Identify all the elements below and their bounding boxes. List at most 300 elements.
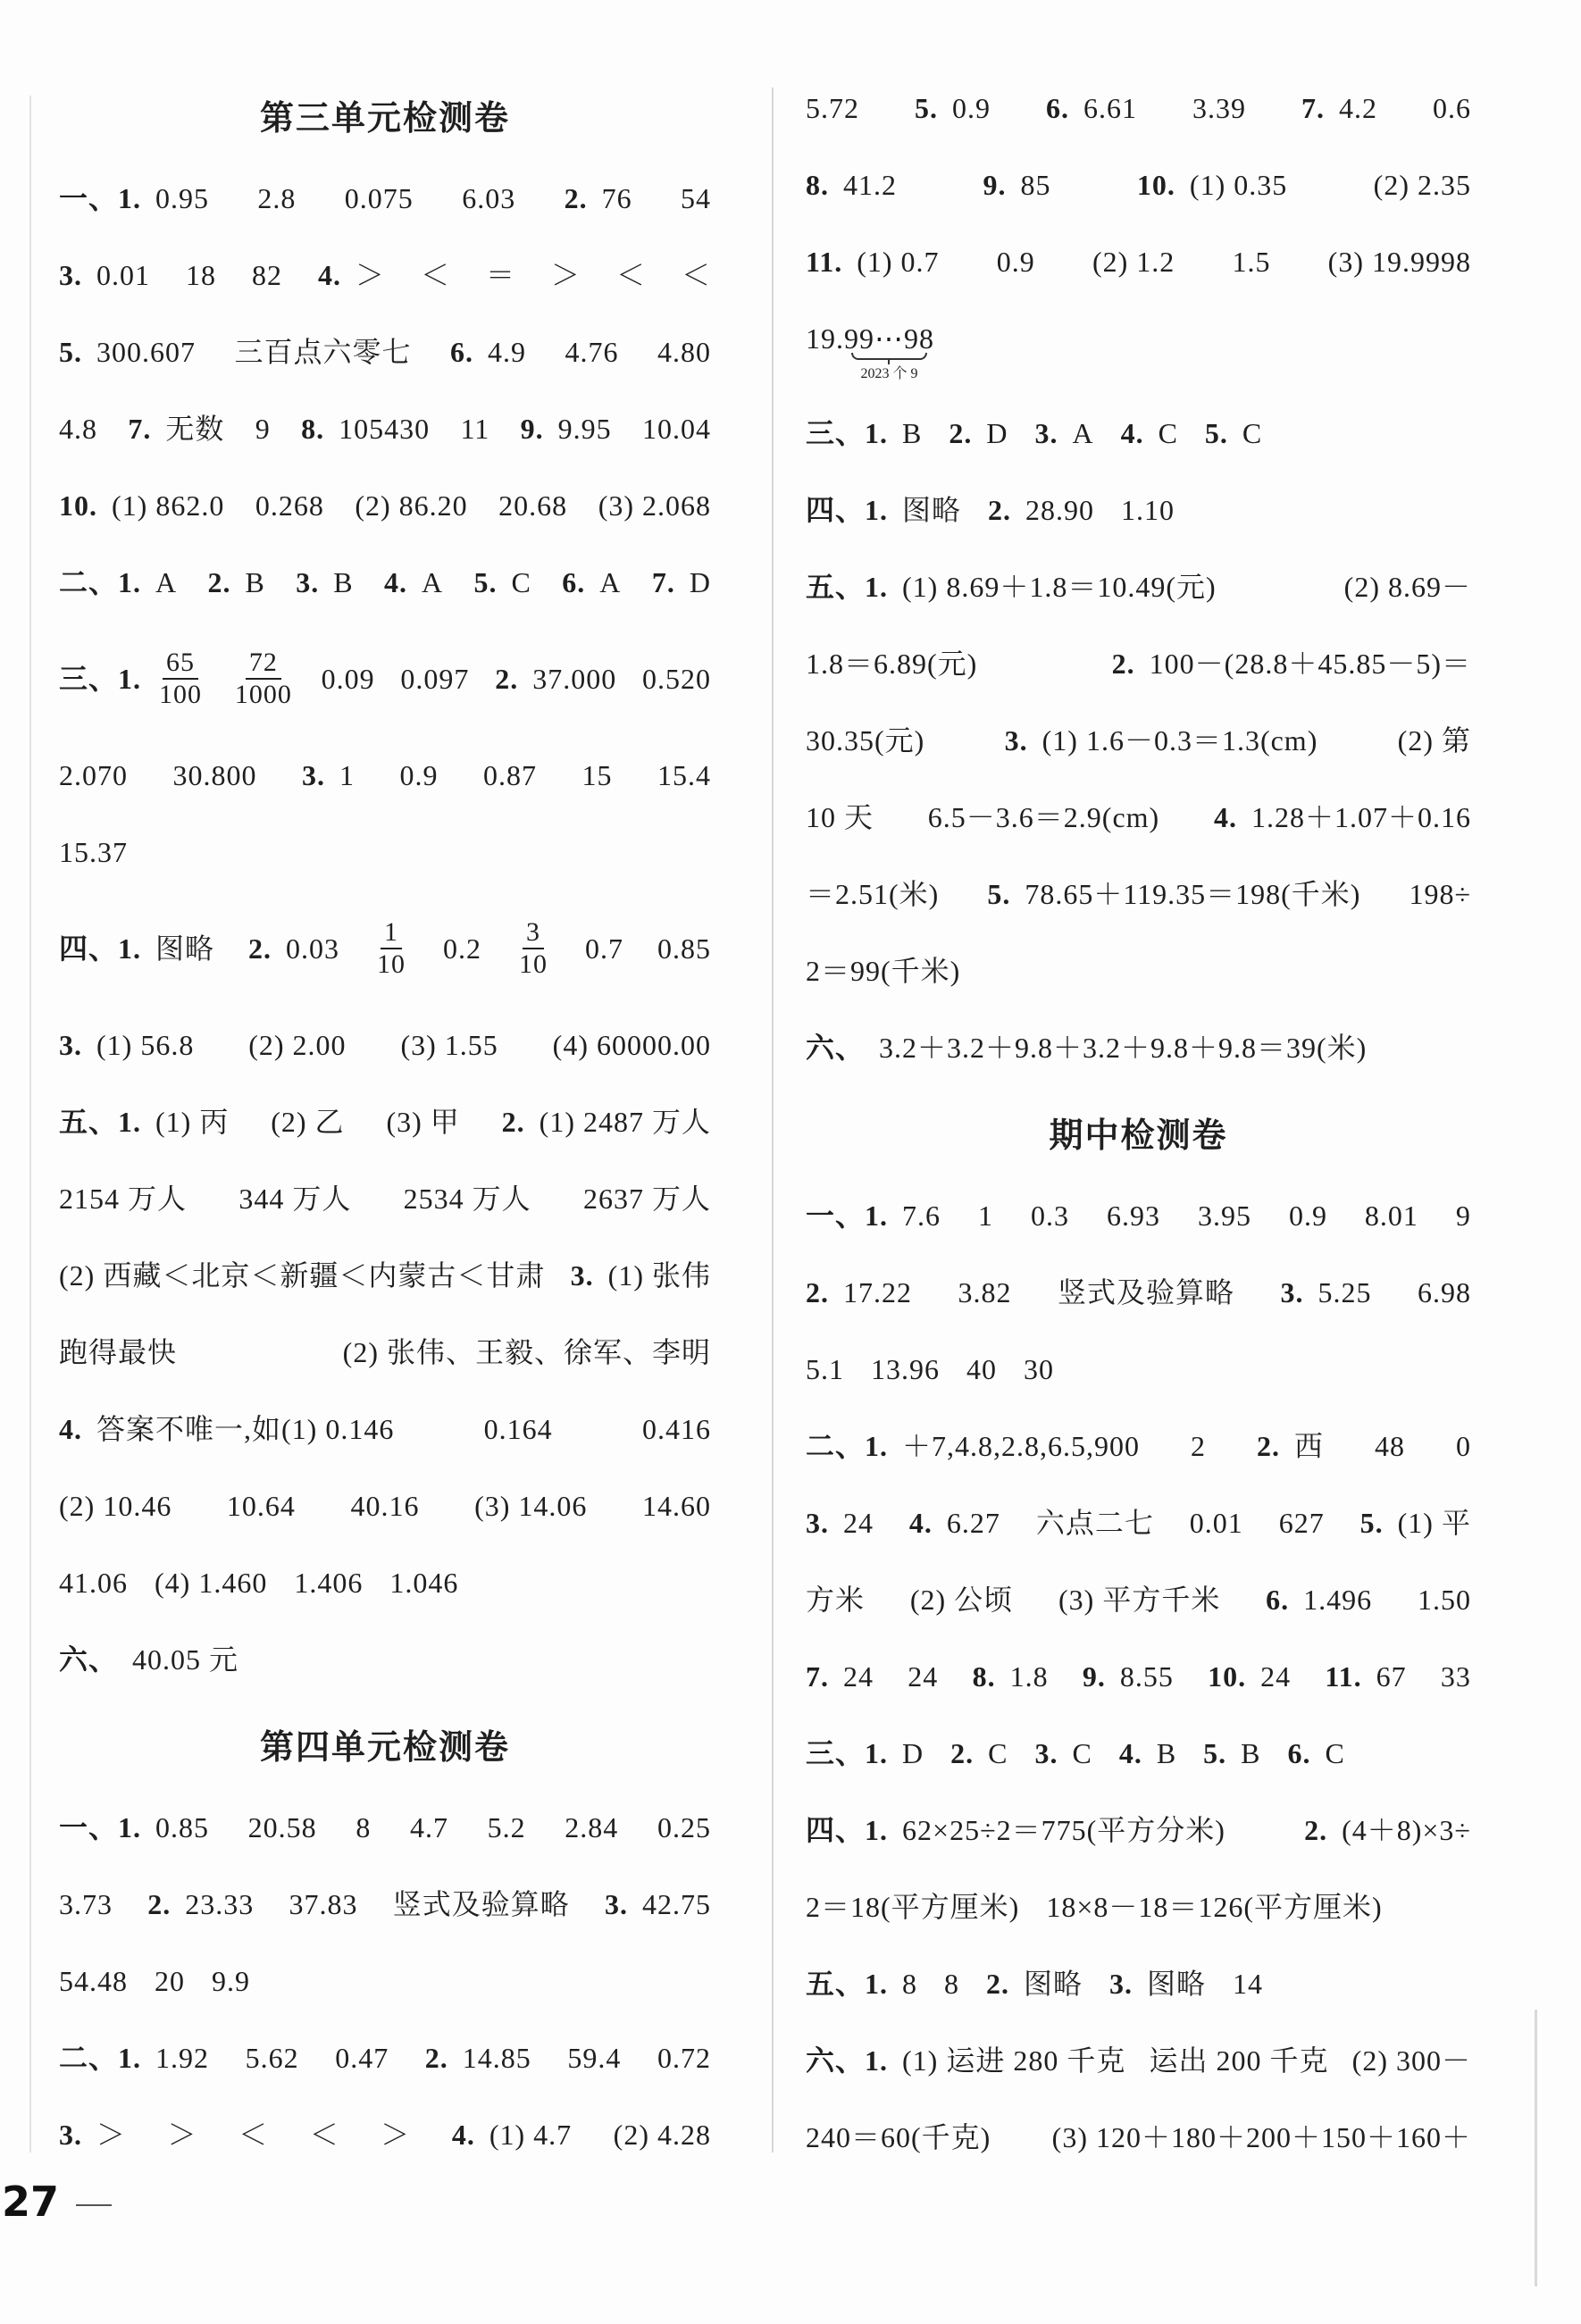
answer-text: 19.	[806, 322, 844, 355]
answer-text: 6.27	[946, 1507, 1000, 1539]
answer-text: 100－(28.8＋45.85－5)＝	[1149, 648, 1471, 680]
answer-text: ＞	[355, 259, 385, 291]
question-number: 5.	[1203, 1737, 1227, 1769]
answer-text: ＞	[167, 2119, 197, 2151]
answer-text: 3.39	[1192, 92, 1246, 124]
answer-text: 0.87	[483, 759, 537, 791]
answer-item	[400, 757, 439, 793]
answer-item	[474, 564, 531, 600]
answer-item	[806, 1582, 865, 1618]
question-number: 5.	[987, 878, 1011, 910]
answer-text: 1.28＋1.07＋0.16	[1251, 801, 1471, 833]
answer-item	[565, 1810, 618, 1845]
answer-text: 30	[1024, 1353, 1054, 1385]
answer-line	[59, 1391, 711, 1467]
answer-item	[59, 180, 209, 216]
answer-line	[59, 2019, 711, 2096]
answer-text: 1.496	[1303, 1584, 1373, 1616]
answer-text: ＜	[615, 259, 646, 291]
question-number: 8.	[972, 1660, 996, 1693]
answer-text: C	[511, 566, 531, 598]
answer-item	[59, 1810, 209, 1845]
section-title: 第三单元检测卷	[259, 99, 510, 138]
question-number: 7.	[806, 1660, 829, 1693]
answer-text: 14	[1233, 1968, 1264, 2000]
answer-text: ＋7,4.8,2.8,6.5,900	[902, 1430, 1141, 1462]
answer-text: 5.25	[1318, 1276, 1372, 1308]
answer-item	[1046, 1889, 1382, 1925]
answer-text: 4.2	[1339, 92, 1377, 124]
question-number: 2.	[501, 1106, 525, 1138]
answer-item	[1150, 2043, 1329, 2078]
answer-text: 2	[1191, 1430, 1207, 1462]
answer-text: 24	[843, 1660, 874, 1693]
answer-line	[806, 625, 1471, 702]
question-number: 二、1.	[59, 2042, 142, 2074]
answer-text: (2) 公顷	[909, 1584, 1014, 1616]
answer-line	[59, 313, 711, 390]
answer-text: (4) 60000.00	[552, 1029, 711, 1061]
answer-item	[238, 1181, 351, 1216]
answer-line	[806, 472, 1471, 548]
question-number: 4.	[1118, 1737, 1142, 1769]
answer-text: A	[155, 566, 178, 598]
answer-item	[296, 564, 353, 600]
answer-item	[257, 180, 296, 216]
answer-text: 图略	[1147, 1968, 1207, 2000]
answer-text: 40.16	[350, 1490, 420, 1522]
answer-text: (1) 0.35	[1189, 169, 1288, 201]
answer-item	[483, 757, 537, 793]
question-number: 二、1.	[806, 1430, 889, 1462]
answer-line	[806, 1177, 1471, 1254]
answer-item	[386, 1104, 459, 1140]
answer-item	[515, 917, 551, 980]
answer-line	[59, 890, 711, 1007]
answer-text: B	[333, 566, 354, 598]
answer-text: 8.55	[1119, 1660, 1174, 1693]
answer-text: (2) 第	[1397, 724, 1471, 757]
fraction-numerator: 65	[163, 648, 198, 680]
question-number: 5.	[59, 336, 82, 368]
page-edge-shadow	[1535, 2010, 1537, 2286]
answer-text: (1) 4.7	[489, 2119, 573, 2151]
question-number: 9.	[520, 413, 544, 445]
answer-item	[806, 1735, 924, 1771]
answer-text: 62×25÷2＝775(平方分米)	[902, 1814, 1225, 1846]
answer-item	[59, 1886, 113, 1922]
answer-item	[806, 2119, 991, 2155]
answer-item	[1058, 1275, 1234, 1310]
answer-item	[450, 334, 526, 370]
answer-item	[484, 1411, 553, 1447]
answer-text: 1.5	[1232, 246, 1271, 278]
answer-item	[1205, 415, 1262, 451]
answer-text: 2534 万人	[403, 1183, 531, 1215]
answer-item	[59, 1334, 177, 1370]
answer-text: 11	[460, 413, 490, 445]
answer-text: 40	[966, 1353, 997, 1385]
answer-item	[59, 2040, 209, 2076]
answer-item	[915, 90, 991, 126]
answer-item	[806, 1198, 941, 1233]
answer-item	[806, 167, 897, 203]
answer-item	[255, 411, 271, 447]
answer-text: (2) 1.2	[1092, 246, 1175, 278]
answer-line	[59, 160, 711, 237]
answer-text: 10 天	[806, 801, 874, 833]
answer-item	[1031, 1198, 1069, 1233]
answer-line	[806, 779, 1471, 856]
answer-item	[1456, 1428, 1471, 1464]
answer-line	[806, 2022, 1471, 2099]
answer-item	[208, 564, 265, 600]
answer-item	[806, 321, 934, 383]
answer-text: A	[422, 566, 444, 598]
answer-text: 运出 200 千克	[1149, 2044, 1329, 2077]
answer-item	[1418, 1582, 1471, 1618]
answer-item	[1034, 1735, 1092, 1771]
answer-text: A	[1072, 417, 1094, 449]
answer-line	[59, 1467, 711, 1544]
answer-text: 85	[1020, 169, 1051, 201]
answer-text: C	[988, 1737, 1008, 1769]
answer-text: 5.1	[806, 1353, 844, 1385]
answer-text: D	[986, 417, 1008, 449]
answer-text: 105430	[339, 413, 431, 445]
answer-text: 0.416	[641, 1413, 711, 1445]
question-number: 3.	[59, 259, 82, 291]
answer-item	[1109, 1966, 1206, 2002]
answer-item	[1398, 723, 1471, 758]
answer-text: 8.01	[1364, 1200, 1418, 1232]
answer-item	[147, 1886, 254, 1922]
answer-item	[452, 2117, 572, 2153]
answer-text: 0.097	[400, 663, 470, 695]
answer-text: 76	[601, 182, 632, 214]
answer-item	[1257, 1428, 1324, 1464]
answer-text: 0.9	[996, 246, 1035, 278]
answer-item	[322, 661, 375, 697]
answer-text: 18	[185, 259, 216, 291]
answer-item	[248, 1027, 346, 1063]
answer-line	[59, 621, 711, 737]
answer-item	[128, 411, 224, 447]
question-number: 5.	[473, 566, 498, 598]
answer-text: (2) 8.69－	[1343, 571, 1471, 603]
answer-item	[997, 244, 1035, 280]
answer-item	[1328, 244, 1471, 280]
answer-text: 4.8	[59, 413, 97, 445]
answer-text: 17.22	[843, 1276, 912, 1308]
answer-text: 3.95	[1197, 1200, 1251, 1232]
answer-item	[1190, 1505, 1243, 1541]
answer-text: (1) 1.6－0.3＝1.3(cm)	[1041, 724, 1318, 757]
answer-item	[302, 757, 355, 793]
answer-line	[806, 1792, 1471, 1868]
answer-line	[59, 1943, 711, 2019]
answer-text: 14.60	[642, 1490, 711, 1522]
answer-text: 42.75	[641, 1888, 711, 1920]
answer-item	[212, 1963, 250, 1999]
page-number: 27	[2, 2178, 60, 2226]
answer-text: (2) 4.28	[613, 2119, 711, 2151]
answer-line	[806, 70, 1471, 146]
answer-item	[227, 1488, 296, 1524]
answer-text: D	[689, 566, 711, 598]
answer-item	[657, 1810, 711, 1845]
question-number: 7.	[651, 566, 675, 598]
answer-item	[289, 1886, 357, 1922]
answer-item	[958, 1275, 1011, 1310]
answer-item	[351, 1488, 420, 1524]
question-number: 2.	[950, 1737, 975, 1769]
question-number: 10.	[59, 489, 97, 522]
answer-text: 0	[1455, 1430, 1471, 1462]
question-number: 2.	[248, 932, 272, 965]
answer-line	[59, 1789, 711, 1866]
question-number: 4.	[59, 1413, 82, 1445]
question-number: 9.	[983, 169, 1007, 201]
answer-item	[59, 488, 224, 523]
answer-text: 图略	[902, 494, 962, 526]
answer-item	[657, 757, 711, 793]
answer-line	[806, 1638, 1471, 1715]
underbrace-group	[844, 321, 934, 383]
answer-text: (4＋8)×3÷	[1342, 1814, 1471, 1846]
answer-line	[59, 467, 711, 544]
answer-text: 方米	[806, 1584, 866, 1616]
answer-item	[1418, 1275, 1471, 1310]
answer-text: ＞	[381, 2119, 411, 2151]
answer-text: C	[1158, 417, 1178, 449]
question-number: 4.	[317, 259, 341, 291]
answer-text: 1.046	[389, 1567, 459, 1599]
answer-text: 28.90	[1025, 494, 1095, 526]
answer-item	[59, 648, 205, 710]
answer-item	[642, 661, 711, 697]
answer-line	[59, 544, 711, 621]
answer-item	[443, 931, 481, 966]
answer-text: (2) 2.00	[248, 1029, 347, 1061]
answer-text: 0.85	[155, 1811, 210, 1843]
answer-text: 2＝99(千米)	[806, 955, 961, 987]
answer-text: 0.47	[335, 2042, 389, 2074]
answer-item	[59, 1642, 238, 1677]
answer-item	[1365, 1198, 1418, 1233]
answer-text: (1) 丙	[155, 1106, 230, 1138]
answer-item	[173, 757, 257, 793]
answer-text: (4) 1.460	[155, 1567, 268, 1599]
question-number: 2.	[424, 2042, 448, 2074]
answer-line	[806, 702, 1471, 779]
answer-text: ＞	[550, 259, 581, 291]
answer-text: 3.2＋3.2＋9.8＋3.2＋9.8＋9.8＝39(米)	[879, 1032, 1368, 1064]
answer-line	[59, 1007, 711, 1083]
question-number: 3.	[59, 2119, 82, 2151]
question-number: 3.	[1034, 417, 1058, 449]
answer-text: 30.35(元)	[806, 724, 925, 757]
answer-text: 0.268	[255, 489, 324, 522]
answer-text: 0.520	[642, 663, 711, 695]
question-number: 六、1.	[806, 2044, 889, 2077]
question-number: 一、1.	[806, 1200, 889, 1232]
answer-text: 15.37	[59, 836, 128, 868]
answer-item	[343, 1334, 711, 1370]
answer-line	[806, 1561, 1471, 1638]
answer-item	[1214, 799, 1471, 835]
question-number: 三、1.	[806, 1737, 889, 1769]
answer-text: (1) 2487 万人	[539, 1106, 711, 1138]
answer-item	[1036, 1505, 1154, 1541]
answer-text: 0.2	[442, 932, 481, 965]
answer-item	[657, 931, 711, 966]
answer-text: 图略	[155, 932, 215, 965]
answer-item	[460, 411, 489, 447]
answer-text: (3) 甲	[386, 1106, 460, 1138]
answer-text: 6.98	[1417, 1276, 1471, 1308]
answer-text: (1) 张伟	[607, 1259, 711, 1292]
answer-item	[565, 180, 632, 216]
fraction	[515, 917, 551, 980]
answer-item	[1137, 167, 1287, 203]
answer-text: (3) 14.06	[474, 1490, 588, 1522]
answer-item	[488, 1810, 526, 1845]
answer-item	[1433, 90, 1471, 126]
answer-item	[1280, 1275, 1371, 1310]
answer-text: 9.9	[212, 1965, 250, 1997]
question-number: 9.	[1082, 1660, 1106, 1693]
answer-item	[806, 876, 939, 912]
answer-item	[585, 931, 623, 966]
question-number: 2.	[495, 663, 519, 695]
answer-item	[486, 257, 515, 293]
answer-line	[806, 1408, 1471, 1484]
answer-item	[1344, 569, 1471, 605]
answer-item	[949, 415, 1008, 451]
answer-text: ＞	[96, 2119, 127, 2151]
answer-text: 图略	[1024, 1968, 1083, 2000]
question-number: 2.	[564, 182, 588, 214]
answer-item	[910, 1582, 1013, 1618]
fraction-denominator: 10	[518, 949, 548, 979]
answer-item	[1005, 723, 1318, 758]
answer-text: (3) 120＋180＋200＋150＋160＋	[1051, 2121, 1471, 2153]
answer-text: 三百点六零七	[234, 336, 412, 368]
answer-text: 54.48	[59, 1965, 128, 1997]
question-number: 11.	[806, 246, 843, 278]
answer-item	[583, 1181, 711, 1216]
answer-text: 跑得最快	[59, 1336, 178, 1368]
answer-item	[400, 1027, 498, 1063]
answer-item	[345, 180, 414, 216]
answer-text: 4.9	[487, 336, 526, 368]
question-number: 3.	[302, 759, 325, 791]
answer-text: A	[599, 566, 622, 598]
answer-text: 0.01	[1189, 1507, 1243, 1539]
answer-item	[988, 492, 1094, 528]
answer-item	[642, 1411, 711, 1447]
answer-item	[806, 415, 922, 451]
fraction	[231, 648, 296, 710]
answer-item	[652, 564, 711, 600]
answer-item	[168, 2117, 197, 2153]
answer-text: (2) 乙	[271, 1106, 345, 1138]
question-number: 5.	[1204, 417, 1228, 449]
answer-text: B	[1156, 1737, 1177, 1769]
question-number: 3.	[1109, 1968, 1133, 2000]
answer-text: (1) 8.69＋1.8＝10.49(元)	[902, 571, 1217, 603]
question-number: 10.	[1208, 1660, 1247, 1693]
answer-line	[806, 1715, 1471, 1792]
answer-text: (3) 1.55	[400, 1029, 498, 1061]
answer-item	[582, 757, 613, 793]
question-number: 2.	[986, 1968, 1010, 2000]
question-number: 4.	[384, 566, 408, 598]
answer-line	[59, 814, 711, 890]
answer-text: 9.95	[557, 413, 612, 445]
answer-item	[474, 1488, 587, 1524]
question-number: 3.	[296, 566, 320, 598]
question-number: 2.	[1111, 648, 1135, 680]
answer-text: 40.05 元	[132, 1643, 239, 1676]
answer-item	[462, 180, 515, 216]
question-number: 六、	[806, 1032, 866, 1064]
answer-line	[806, 1254, 1471, 1331]
answer-item	[155, 1963, 185, 1999]
question-number: 三、1.	[59, 663, 142, 695]
fraction-numerator: 3	[523, 917, 544, 949]
question-number: 4.	[1213, 801, 1237, 833]
answer-item	[642, 1488, 711, 1524]
answer-item	[806, 1275, 912, 1310]
answer-item	[806, 1889, 1019, 1925]
column-divider	[772, 88, 774, 2153]
answer-text: 六点二七	[1035, 1507, 1154, 1539]
fraction-numerator: 72	[246, 648, 281, 680]
answer-text: 23.33	[185, 1888, 255, 1920]
answer-line	[806, 1945, 1471, 2022]
fraction	[155, 648, 205, 710]
answer-text: 240＝60(千克)	[806, 2121, 991, 2153]
answer-line	[59, 1866, 711, 1943]
answer-line	[59, 737, 711, 814]
question-number: 3.	[806, 1507, 829, 1539]
answer-item	[806, 2043, 1125, 2078]
answer-text: 41.2	[843, 169, 897, 201]
answer-item	[682, 257, 711, 293]
answer-item	[553, 1027, 711, 1063]
answer-item	[234, 334, 411, 370]
answer-item	[373, 917, 409, 980]
answer-item	[1304, 1812, 1471, 1848]
answer-item	[1375, 1428, 1405, 1464]
question-number: 一、1.	[59, 182, 142, 214]
question-number: 3.	[1280, 1276, 1304, 1308]
answer-text: 18×8－18＝126(平方厘米)	[1046, 1891, 1383, 1923]
answer-text: 8	[902, 1968, 918, 2000]
answer-text: 82	[251, 259, 282, 291]
answer-text: (3) 19.9998	[1327, 246, 1471, 278]
answer-text: 2.84	[565, 1811, 619, 1843]
answer-item	[973, 1659, 1049, 1694]
underbrace-digits: 99⋯98	[844, 322, 934, 355]
answer-text: 10.64	[226, 1490, 296, 1522]
question-number: 6.	[1046, 92, 1069, 124]
answer-text: 10.04	[641, 413, 711, 445]
answer-text: (2) 2.35	[1373, 169, 1471, 201]
answer-item	[871, 1351, 940, 1387]
